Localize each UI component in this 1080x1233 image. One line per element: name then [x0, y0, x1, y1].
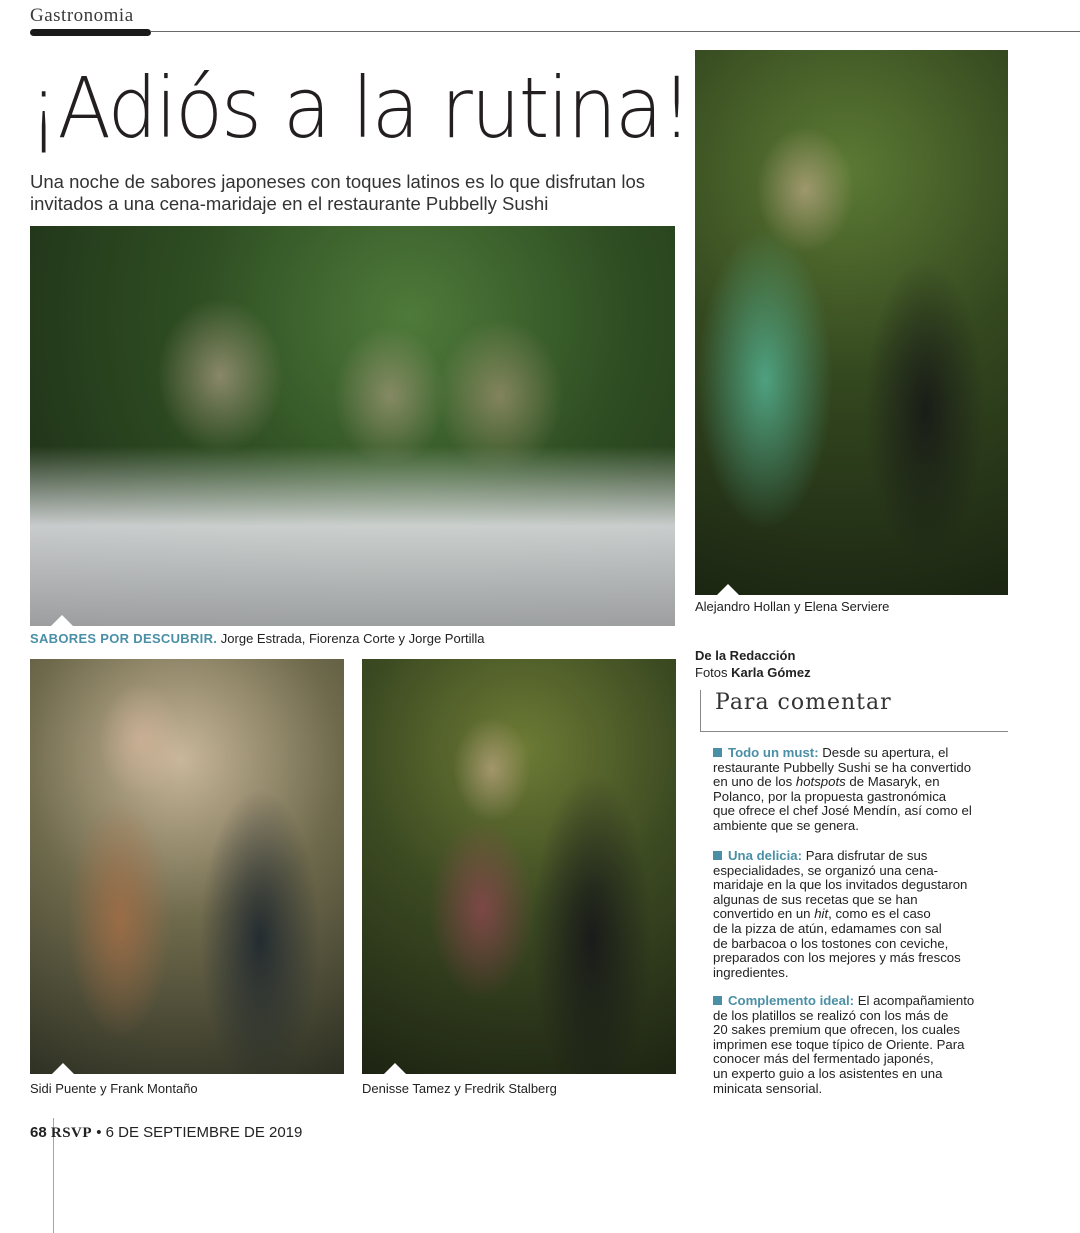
- right-photo: [695, 50, 1008, 595]
- caption-notch: [384, 1063, 406, 1074]
- item-text: Polanco, por la propuesta gastronómica: [713, 788, 947, 804]
- right-photo-caption: Alejandro Hollan y Elena Serviere: [695, 599, 890, 614]
- item-text: preparados con los mejores y más frescos: [713, 950, 961, 966]
- deck-line: Una noche de sabores japoneses con toques latinos es lo que disfrutan los: [30, 171, 646, 192]
- item-text: Para disfrutar de sus: [802, 848, 928, 863]
- item-text: restaurante Pubbelly Sushi se ha convertido: [713, 759, 972, 775]
- item-lead: Todo un must:: [728, 745, 819, 760]
- item-text: conocer más del fermentado japonés,: [713, 1051, 934, 1067]
- page-folio: [30, 1124, 302, 1142]
- caption-notch: [52, 1063, 74, 1074]
- caption-notch: [51, 615, 73, 626]
- item-text: minicata sensorial.: [713, 1080, 823, 1096]
- deck-line: invitados a una cena-maridaje en el restaurante Pubbelly Sushi: [30, 193, 549, 214]
- author-credit: [695, 648, 795, 664]
- bottom-right-photo: [362, 659, 676, 1074]
- main-photo-caption: [30, 631, 485, 647]
- photographer-name: Karla Gómez: [731, 665, 811, 680]
- caption-text: Jorge Estrada, Fiorenza Corte y Jorge Portilla: [217, 631, 485, 646]
- sidebar-item: [713, 849, 1013, 980]
- sidebar-title: Para comentar: [715, 690, 892, 715]
- sidebar-item: [713, 746, 1013, 834]
- photos-label: Fotos: [695, 665, 732, 680]
- item-text: de los platillos se realizó con los más de: [713, 1007, 949, 1023]
- item-lead: Una delicia:: [728, 848, 803, 863]
- item-text: algunas de sus recetas que se han: [713, 891, 918, 907]
- item-text: [713, 907, 1013, 922]
- bottom-right-photo-caption: Denisse Tamez y Fredrik Stalberg: [362, 1081, 557, 1096]
- headline: ¡Adiós a la rutina!: [28, 59, 691, 157]
- section-rule: [151, 31, 1080, 32]
- sidebar-item: [713, 994, 1013, 1096]
- item-lead: Complemento ideal:: [728, 993, 855, 1008]
- item-text: El acompañamiento: [854, 993, 975, 1008]
- main-photo: [30, 226, 675, 626]
- bullet-square-icon: [713, 748, 722, 757]
- issue-date: 6 DE SEPTIEMBRE DE 2019: [105, 1124, 303, 1141]
- item-text: en uno de los: [713, 774, 796, 790]
- item-text: un experto guio a los asistentes en una: [713, 1065, 943, 1081]
- author-name: De la Redacción: [695, 648, 796, 663]
- item-text: imprimen ese toque típico de Oriente. Para: [713, 1036, 965, 1052]
- item-text: Desde su apertura, el: [818, 745, 949, 760]
- bottom-left-photo: [30, 659, 344, 1074]
- item-text: de la pizza de atún, edamames con sal: [713, 920, 942, 936]
- item-text: convertido en un: [713, 906, 815, 922]
- item-text: 20 sakes premium que ofrecen, los cuales: [713, 1022, 961, 1038]
- deck: [30, 171, 680, 215]
- caption-notch: [717, 584, 739, 595]
- sidebar-frame: [700, 690, 701, 732]
- section-label: Gastronomia: [30, 5, 134, 26]
- caption-lead: SABORES POR DESCUBRIR.: [30, 631, 218, 646]
- section-bar: [30, 29, 151, 36]
- photo-credit: [695, 665, 811, 681]
- item-emphasis: hit: [814, 906, 829, 922]
- item-text: especialidades, se organizó una cena-: [713, 862, 939, 878]
- item-text: ingredientes.: [713, 964, 789, 980]
- item-emphasis: hotspots: [795, 774, 846, 790]
- bullet-square-icon: [713, 996, 722, 1005]
- item-text: maridaje en la que los invitados degustaron: [713, 877, 968, 893]
- folio-separator: •: [92, 1124, 106, 1141]
- item-text: de barbacoa o los tostones con ceviche,: [713, 935, 949, 951]
- magazine-brand: RSVP: [50, 1125, 93, 1141]
- item-text: que ofrece el chef José Mendín, así como el: [713, 803, 972, 819]
- bottom-left-photo-caption: Sidi Puente y Frank Montaño: [30, 1081, 198, 1096]
- page-number: 68: [30, 1124, 47, 1141]
- bullet-square-icon: [713, 851, 722, 860]
- item-text: de Masaryk, en: [845, 774, 940, 790]
- item-text: , como es el caso: [828, 906, 931, 922]
- item-text: [713, 775, 1013, 790]
- item-text: ambiente que se genera.: [713, 817, 859, 833]
- sidebar-rule: [700, 731, 1008, 732]
